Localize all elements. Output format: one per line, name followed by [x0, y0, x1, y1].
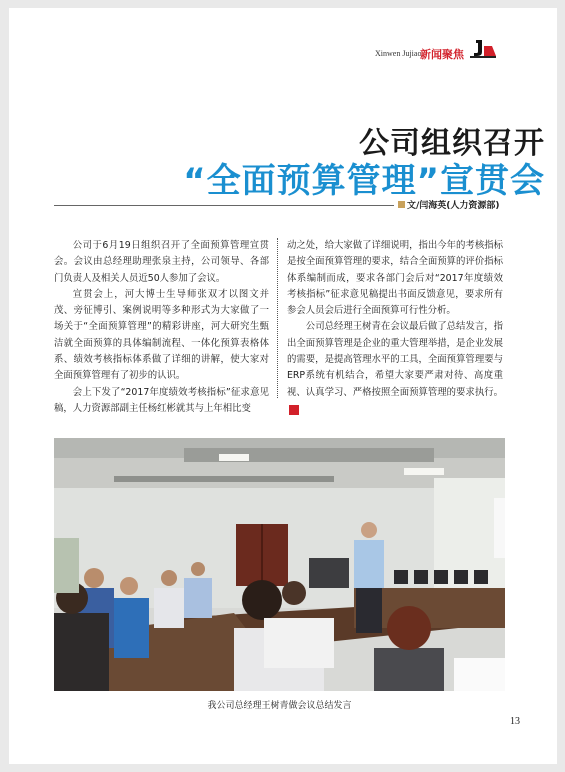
paragraph: [287, 319, 503, 417]
author-byline-text: 文/闫海英(人力资源部): [407, 201, 500, 211]
section-header-english: Xinwen Jujiao: [375, 49, 422, 58]
paragraph: 会上下发了“2017年度绩效考核指标”征求意见稿，人力资源部副主任杨红彬就其与上年相比变: [54, 386, 269, 414]
paragraph-text: 公司总经理王树青在会议最后做了总结发言，指出全面预算管理是企业的重大管理举措，是企业发展的需要，是提高管理水平的工具，全面预算管理要与ERP系统有机结合，希望大家要严肃对待、高度重视、认真学习、严格按照全面预算管理的要求执行。: [287, 321, 503, 398]
column-divider: [277, 238, 278, 398]
meeting-photo-image: [54, 438, 505, 691]
byline-square-icon: [398, 201, 405, 208]
article-end-icon: J: [289, 405, 299, 415]
paragraph: 公司于6月19日组织召开了全面预算管理宣贯会。会议由总经理助理张泉主持，公司领导、各部门负责人及相关人员近50人参加了会议。: [54, 240, 269, 284]
photo-caption: 我公司总经理王树青做会议总结发言: [207, 701, 352, 711]
article-title-line1: 公司组织召开: [359, 126, 545, 161]
title-divider-line: [54, 205, 394, 206]
meeting-photo: [54, 438, 505, 691]
section-header-chinese: 新闻聚焦: [420, 48, 464, 61]
paragraph: 动之处，给大家做了详细说明，指出今年的考核指标是按全面预算管理的要求，结合全面预算的评价指标体系编制而成，要求各部门会后对“2017年度绩效考核指标”征求意见稿提出书面反馈意见，要求所有参会人员会后进行全面预算可行性分析。: [287, 240, 503, 317]
author-byline: [398, 198, 500, 211]
company-logo-icon: [470, 38, 496, 60]
article-column-right: [287, 238, 503, 417]
article-column-left: [54, 238, 269, 417]
article-title-line2: “全面预算管理”宣贯会: [183, 161, 545, 201]
paragraph: 宣贯会上，河大博士生导师张双才以图文并茂、旁征博引、案例说明等多种形式为大家做了一场关于“全面预算管理”的精彩讲座，河大研究生甄洁就全面预算的具体编制流程、一体化预算表格体系、绩效考核指标体系做了详细的讲解，使大家对全面预算管理有了初步的认识。: [54, 288, 269, 382]
page-number: 13: [510, 716, 520, 727]
